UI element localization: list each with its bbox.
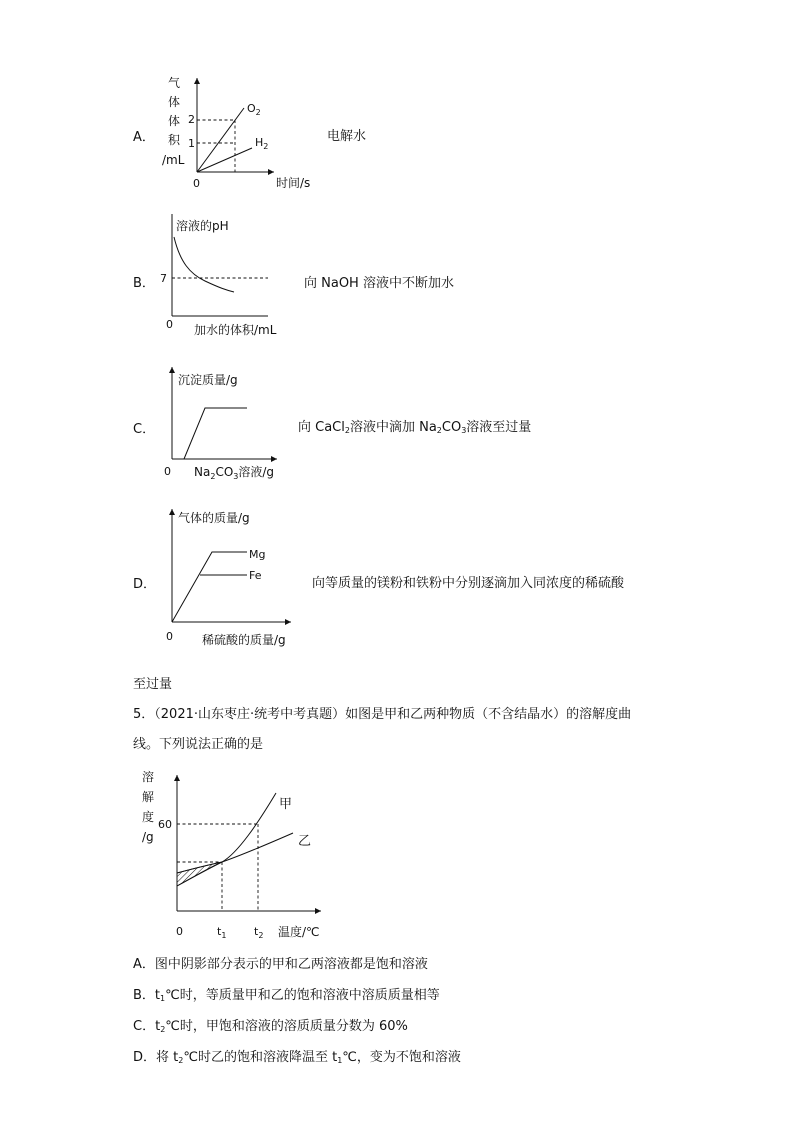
solubility-xtick-t2: $t_2$ <box>254 925 264 940</box>
graph-c-xlabel: $Na_2CO_3$溶液/g <box>194 465 275 481</box>
solubility-ylabel-3: 度 <box>142 810 155 824</box>
graph-a-axes <box>197 78 274 172</box>
graph-a-xlabel: 时间/s <box>276 176 311 190</box>
graph-d-axes <box>172 509 291 622</box>
option-d-description: 向等质量的镁粉和铁粉中分别逐滴加入同浓度的稀硫酸 <box>312 576 625 591</box>
graph-b-ylabel: 溶液的pH <box>176 219 229 233</box>
graph-a-o2-line <box>197 108 244 172</box>
graph-d-origin: 0 <box>166 630 173 643</box>
graph-a-h2-label: $H_2$ <box>255 136 269 151</box>
solubility-curve-yi <box>177 833 293 873</box>
answer-b: B．$t_1℃$时，等质量甲和乙的饱和溶液中溶质质量相等 <box>133 988 440 1003</box>
graph-b-ytick-7: 7 <box>160 272 167 285</box>
option-a-description: 电解水 <box>327 129 367 144</box>
answer-c: C．$t_2℃$时，甲饱和溶液的溶质质量分数为 60% <box>133 1019 408 1034</box>
option-c-letter: C． <box>133 422 156 437</box>
solubility-yunit: /g <box>142 830 154 844</box>
option-d-letter: D． <box>133 577 157 592</box>
solubility-ylabel-1: 溶 <box>142 770 155 784</box>
graph-b-xlabel: 加水的体积/mL <box>194 323 277 337</box>
graph-a <box>150 72 350 202</box>
graph-a-ytick-1: 1 <box>188 137 195 150</box>
graph-a-ylabel-2: 体 <box>168 95 181 109</box>
solubility-ylabel-2: 解 <box>142 790 155 804</box>
graph-c-precipitate-line <box>184 408 247 459</box>
graph-a-yunit: /mL <box>162 153 185 167</box>
option-c-description: 向 CaCl$_2$溶液中滴加 $Na_2CO_3$溶液至过量 <box>298 420 532 435</box>
graph-a-ytick-2: 2 <box>188 113 195 126</box>
graph-d-xlabel: 稀硫酸的质量/g <box>202 633 286 647</box>
option-b-description: 向 NaOH 溶液中不断加水 <box>304 276 454 291</box>
question-5-line1: 5．（2021·山东枣庄·统考中考真题）如图是甲和乙两种物质（不含结晶水）的溶解度曲 <box>133 707 632 722</box>
graph-d-fe-label: Fe <box>249 569 262 582</box>
solubility-xtick-t1: $t_1$ <box>217 925 227 940</box>
graph-a-ylabel-4: 积 <box>168 133 181 147</box>
graph-c-origin: 0 <box>164 465 171 478</box>
graph-c-ylabel: 沉淀质量/g <box>178 373 238 387</box>
graph-b-ph-curve <box>174 237 234 292</box>
question-5-line2: 线。下列说法正确的是 <box>133 737 264 752</box>
solubility-xlabel: 温度/℃ <box>278 925 320 939</box>
graph-d-mg-line <box>172 552 247 622</box>
graph-a-ylabel-1: 气 <box>168 76 181 90</box>
answer-a: A．图中阴影部分表示的甲和乙两溶液都是饱和溶液 <box>133 957 428 972</box>
solubility-label-jia: 甲 <box>279 797 293 812</box>
graph-a-ylabel-3: 体 <box>168 114 181 128</box>
solubility-origin: 0 <box>176 925 183 938</box>
solubility-ytick-60: 60 <box>158 818 172 831</box>
solubility-graph <box>130 765 360 945</box>
graph-a-o2-label: $O_2$ <box>247 102 261 117</box>
graph-d-mg-label: Mg <box>249 548 266 561</box>
option-b-letter: B． <box>133 276 155 291</box>
option-a-letter: A． <box>133 130 155 145</box>
graph-b-origin: 0 <box>166 318 173 331</box>
continuation-text: 至过量 <box>133 677 173 692</box>
graph-d-ylabel: 气体的质量/g <box>178 511 250 525</box>
graph-a-origin: 0 <box>193 177 200 190</box>
answer-d: D．将 $t_2℃$时乙的饱和溶液降温至 $t_1℃$，变为不饱和溶液 <box>133 1050 461 1065</box>
solubility-label-yi: 乙 <box>298 834 312 849</box>
